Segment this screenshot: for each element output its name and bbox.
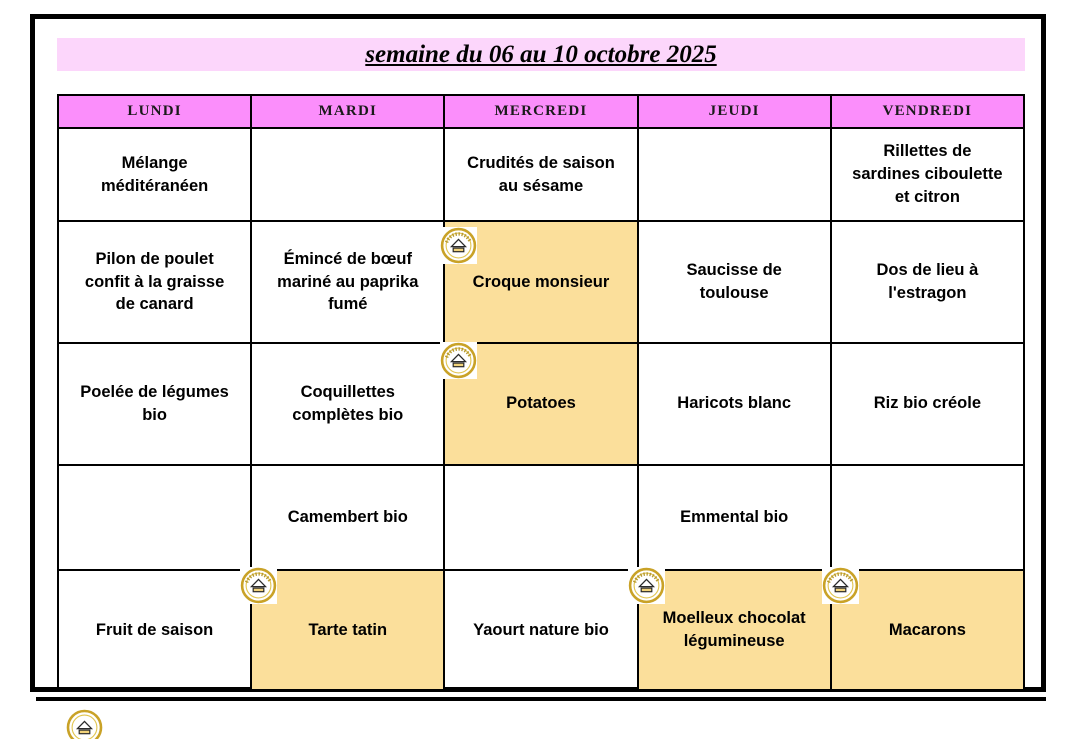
fait-maison-seal-icon: [240, 567, 277, 604]
table-row-dessert: [58, 570, 1024, 690]
menu-cell-garniture-vendredi: Riz bio créole: [831, 343, 1024, 465]
weekly-menu-table: [57, 94, 1025, 691]
menu-cell-entree-jeudi: [638, 128, 831, 221]
menu-cell-plat-mardi: Émincé de bœuf mariné au paprika fumé: [251, 221, 444, 343]
menu-cell-garniture-lundi: Poelée de légumes bio: [58, 343, 251, 465]
menu-cell-plat-mercredi: Croque monsieur: [444, 221, 637, 343]
page-title: semaine du 06 au 10 octobre 2025: [365, 40, 717, 68]
column-header-lundi: LUNDI: [58, 95, 251, 128]
menu-cell-dessert-lundi: Fruit de saison: [58, 570, 251, 690]
menu-cell-plat-jeudi: Saucisse de toulouse: [638, 221, 831, 343]
table-row-garniture: [58, 343, 1024, 465]
menu-cell-laitier-mardi: Camembert bio: [251, 465, 444, 571]
menu-cell-dessert-mercredi: Yaourt nature bio: [444, 570, 637, 690]
column-header-mercredi: MERCREDI: [444, 95, 637, 128]
menu-cell-dessert-jeudi: Moelleux chocolat légumineuse: [638, 570, 831, 690]
footer-seal: [66, 709, 103, 739]
table-row-plat: [58, 221, 1024, 343]
column-header-vendredi: VENDREDI: [831, 95, 1024, 128]
menu-cell-entree-mercredi: Crudités de saison au sésame: [444, 128, 637, 221]
column-header-mardi: MARDI: [251, 95, 444, 128]
menu-cell-plat-lundi: Pilon de poulet confit à la graisse de canard: [58, 221, 251, 343]
menu-cell-laitier-vendredi: [831, 465, 1024, 571]
table-header-row: [58, 95, 1024, 128]
menu-cell-laitier-lundi: [58, 465, 251, 571]
menu-cell-entree-vendredi: Rillettes de sardines ciboulette et citron: [831, 128, 1024, 221]
menu-title-band: [57, 38, 1025, 71]
menu-cell-entree-mardi: [251, 128, 444, 221]
fait-maison-seal-icon: [440, 227, 477, 264]
menu-cell-dessert-vendredi: Macarons: [831, 570, 1024, 690]
menu-cell-dessert-mardi: Tarte tatin: [251, 570, 444, 690]
menu-cell-laitier-jeudi: Emmental bio: [638, 465, 831, 571]
menu-cell-garniture-mardi: Coquillettes complètes bio: [251, 343, 444, 465]
table-body: [58, 128, 1024, 690]
menu-cell-garniture-mercredi: Potatoes: [444, 343, 637, 465]
column-header-jeudi: JEUDI: [638, 95, 831, 128]
menu-cell-entree-lundi: Mélange méditéranéen: [58, 128, 251, 221]
fait-maison-seal-icon: [822, 567, 859, 604]
fait-maison-seal-icon: [628, 567, 665, 604]
fait-maison-seal-icon: [440, 342, 477, 379]
menu-cell-laitier-mercredi: [444, 465, 637, 571]
menu-cell-garniture-jeudi: Haricots blanc: [638, 343, 831, 465]
table-row-laitier: [58, 465, 1024, 571]
table-row-entree: [58, 128, 1024, 221]
menu-cell-plat-vendredi: Dos de lieu à l'estragon: [831, 221, 1024, 343]
page-frame-shadow: [36, 697, 1046, 701]
